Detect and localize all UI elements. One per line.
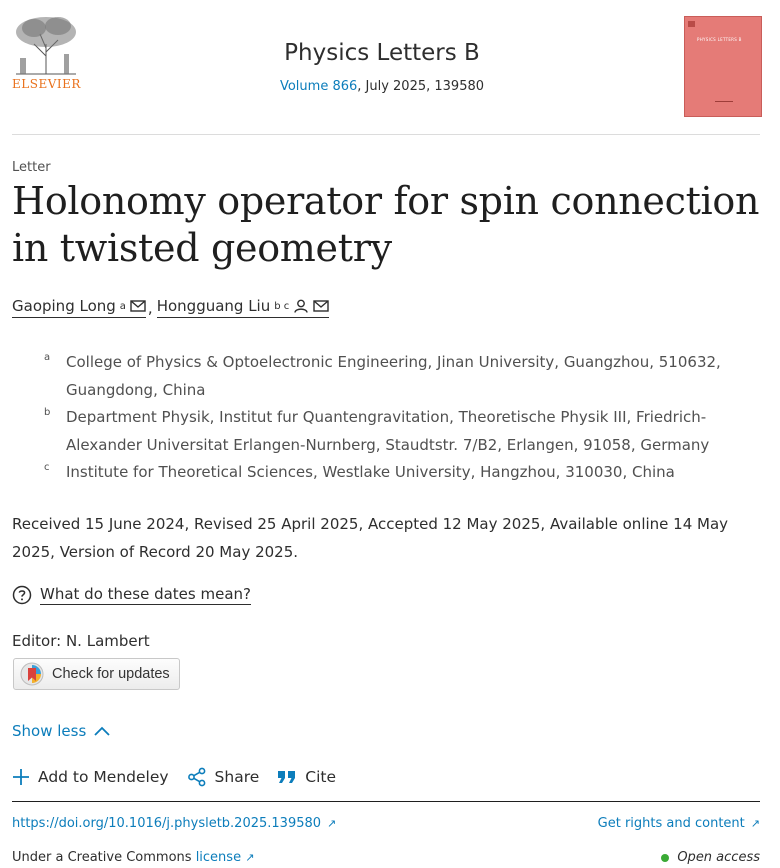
affiliation-item: [44, 459, 764, 487]
cite-button[interactable]: [277, 768, 336, 786]
author-name: Gaoping Long: [12, 297, 116, 315]
actions-divider: [12, 801, 760, 802]
open-access-dot-icon: [661, 854, 669, 862]
doi-label: https://doi.org/10.1016/j.physletb.2025.139580: [12, 816, 322, 831]
crossmark-icon: [20, 662, 44, 686]
author-separator: ,: [147, 298, 153, 317]
share-icon: [187, 767, 207, 787]
external-link-icon: ↗: [327, 817, 337, 830]
rights-label: Get rights and content: [597, 816, 745, 831]
affiliation-text: Institute for Theoretical Sciences, Westlake University, Hangzhou, 310030, China: [66, 463, 675, 481]
license-line: [12, 850, 254, 865]
article-actions: [12, 767, 354, 787]
issue-info: , July 2025, 139580: [357, 79, 485, 94]
journal-title[interactable]: Physics Letters B: [284, 40, 480, 66]
cover-logo: [688, 21, 695, 27]
dates-help-label: What do these dates mean?: [40, 585, 251, 603]
affiliation-label: b: [44, 407, 51, 418]
share-button[interactable]: [187, 767, 260, 787]
volume-link[interactable]: Volume 866: [279, 79, 358, 94]
author-gaoping-long[interactable]: [12, 297, 146, 318]
author-hongguang-liu[interactable]: [157, 297, 330, 318]
affiliation-item: [44, 404, 764, 459]
affiliation-label: a: [44, 352, 51, 363]
cover-title: PHYSICS LETTERS B: [697, 37, 742, 42]
affiliation-label: c: [44, 462, 50, 473]
add-to-mendeley-button[interactable]: [12, 768, 169, 786]
dates-help-link[interactable]: [12, 585, 251, 605]
open-access-badge: [661, 850, 760, 865]
rights-link[interactable]: [598, 816, 760, 831]
check-for-updates-label: Check for updates: [52, 666, 170, 682]
show-less-toggle[interactable]: [12, 722, 110, 740]
external-link-icon: ↗: [245, 851, 255, 864]
email-icon: [313, 299, 329, 313]
license-link[interactable]: license ↗: [195, 850, 255, 865]
volume-line: [200, 79, 564, 94]
author-affiliation-sup: a: [119, 300, 126, 312]
affiliation-item: [44, 349, 764, 404]
affiliation-text: Department Physik, Institut fur Quantengravitation, Theoretische Physik III, Friedrich-Alexander Universitat Erlangen-Nurnberg, Staudtstr. 7/B2, Erlangen, 91058, Germany: [66, 408, 710, 454]
cover-rule: [715, 101, 733, 102]
author-list: [12, 297, 329, 318]
header-divider: [12, 134, 760, 135]
cite-label: Cite: [305, 768, 337, 786]
show-less-label: Show less: [12, 722, 87, 740]
external-link-icon: ↗: [750, 817, 760, 830]
share-label: Share: [214, 768, 260, 786]
question-icon: [12, 585, 32, 605]
article-dates: Received 15 June 2024, Revised 25 April 2025, Accepted 12 May 2025, Available online 14 May 2025, Version of Record 20 May 2025.: [12, 515, 729, 561]
person-icon: [293, 299, 309, 313]
email-icon: [130, 299, 146, 313]
publisher-name: ELSEVIER: [12, 77, 81, 91]
author-name: Hongguang Liu: [156, 297, 271, 315]
license-prefix: Under a Creative Commons: [12, 850, 192, 865]
open-access-label: Open access: [677, 850, 760, 865]
article-title: Holonomy operator for spin connection in twisted geometry: [12, 179, 760, 270]
plus-icon: [12, 768, 30, 786]
mendeley-label: Add to Mendeley: [38, 768, 169, 786]
author-affiliation-sup: b c: [274, 300, 290, 312]
affiliation-text: College of Physics & Optoelectronic Engineering, Jinan University, Guangzhou, 510632, Guangdong, China: [66, 353, 721, 399]
check-for-updates-button[interactable]: [13, 658, 180, 690]
affiliations: [44, 349, 764, 487]
quote-icon: [277, 769, 297, 785]
journal-cover-image[interactable]: [684, 16, 762, 117]
editor: Editor: N. Lambert: [12, 632, 150, 650]
article-type: Letter: [12, 160, 51, 175]
doi-link[interactable]: [12, 816, 336, 831]
chevron-up-icon: [94, 726, 110, 736]
